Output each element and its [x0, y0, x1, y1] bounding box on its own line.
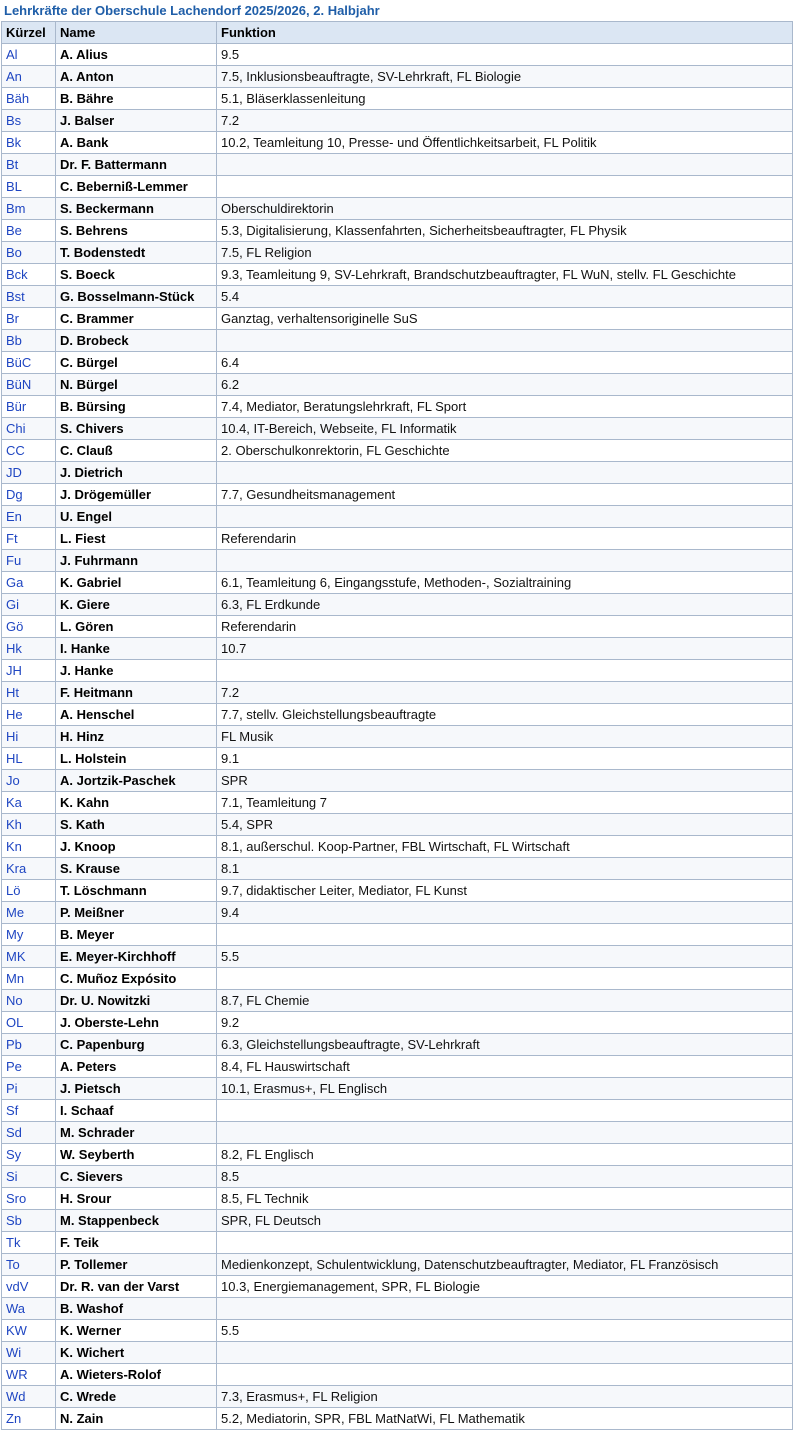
table-row [2, 1298, 793, 1320]
table-row [2, 1144, 793, 1166]
cell-name: L. Holstein [56, 748, 217, 770]
cell-funktion: 9.2 [217, 1012, 793, 1034]
cell-funktion: 7.7, stellv. Gleichstellungsbeauftragte [217, 704, 793, 726]
cell-kuerzel: No [2, 990, 56, 1012]
table-row [2, 594, 793, 616]
table-row [2, 1078, 793, 1100]
cell-name: L. Gören [56, 616, 217, 638]
page-title: Lehrkräfte der Oberschule Lachendorf 2025/2026, 2. Halbjahr [4, 3, 380, 18]
cell-funktion [217, 176, 793, 198]
cell-funktion: 7.7, Gesundheitsmanagement [217, 484, 793, 506]
table-row [2, 1254, 793, 1276]
cell-name: G. Bosselmann-Stück [56, 286, 217, 308]
cell-funktion: 9.7, didaktischer Leiter, Mediator, FL Kunst [217, 880, 793, 902]
table-row [2, 1034, 793, 1056]
cell-name: S. Behrens [56, 220, 217, 242]
cell-funktion [217, 1122, 793, 1144]
cell-funktion: 9.4 [217, 902, 793, 924]
cell-funktion: 8.2, FL Englisch [217, 1144, 793, 1166]
teacher-table [1, 21, 793, 1430]
cell-funktion: SPR [217, 770, 793, 792]
cell-name: K. Wichert [56, 1342, 217, 1364]
table-row [2, 990, 793, 1012]
table-row [2, 858, 793, 880]
cell-name: S. Chivers [56, 418, 217, 440]
cell-kuerzel: Sy [2, 1144, 56, 1166]
cell-kuerzel: Ka [2, 792, 56, 814]
cell-name: E. Meyer-Kirchhoff [56, 946, 217, 968]
cell-kuerzel: To [2, 1254, 56, 1276]
cell-name: F. Heitmann [56, 682, 217, 704]
cell-kuerzel: Kra [2, 858, 56, 880]
cell-kuerzel: Bo [2, 242, 56, 264]
cell-name: P. Meißner [56, 902, 217, 924]
cell-funktion: 10.1, Erasmus+, FL Englisch [217, 1078, 793, 1100]
cell-kuerzel: Sro [2, 1188, 56, 1210]
table-row [2, 638, 793, 660]
cell-funktion: 10.2, Teamleitung 10, Presse- und Öffentlichkeitsarbeit, FL Politik [217, 132, 793, 154]
cell-name: Dr. R. van der Varst [56, 1276, 217, 1298]
cell-funktion: 7.4, Mediator, Beratungslehrkraft, FL Sport [217, 396, 793, 418]
cell-name: L. Fiest [56, 528, 217, 550]
cell-funktion: 9.5 [217, 44, 793, 66]
table-row [2, 110, 793, 132]
cell-kuerzel: Hk [2, 638, 56, 660]
cell-funktion: 5.5 [217, 1320, 793, 1342]
table-row [2, 902, 793, 924]
cell-name: U. Engel [56, 506, 217, 528]
cell-kuerzel: HL [2, 748, 56, 770]
cell-funktion: 6.4 [217, 352, 793, 374]
table-row [2, 1056, 793, 1078]
cell-kuerzel: Bb [2, 330, 56, 352]
table-row [2, 286, 793, 308]
cell-funktion: 6.3, FL Erdkunde [217, 594, 793, 616]
cell-funktion [217, 660, 793, 682]
cell-funktion: 6.2 [217, 374, 793, 396]
cell-funktion [217, 968, 793, 990]
cell-name: A. Wieters-Rolof [56, 1364, 217, 1386]
cell-funktion: SPR, FL Deutsch [217, 1210, 793, 1232]
cell-name: B. Washof [56, 1298, 217, 1320]
cell-kuerzel: BüN [2, 374, 56, 396]
cell-name: K. Kahn [56, 792, 217, 814]
cell-name: H. Hinz [56, 726, 217, 748]
cell-funktion: Referendarin [217, 616, 793, 638]
cell-kuerzel: Ft [2, 528, 56, 550]
cell-funktion [217, 154, 793, 176]
cell-name: C. Brammer [56, 308, 217, 330]
cell-name: C. Beberniß-Lemmer [56, 176, 217, 198]
cell-kuerzel: Pb [2, 1034, 56, 1056]
table-row [2, 814, 793, 836]
cell-funktion: Medienkonzept, Schulentwicklung, Datenschutzbeauftragter, Mediator, FL Französisch [217, 1254, 793, 1276]
cell-funktion: 6.1, Teamleitung 6, Eingangsstufe, Methoden-, Sozialtraining [217, 572, 793, 594]
cell-funktion: 5.4, SPR [217, 814, 793, 836]
cell-funktion: 10.7 [217, 638, 793, 660]
cell-kuerzel: CC [2, 440, 56, 462]
cell-kuerzel: Wd [2, 1386, 56, 1408]
cell-kuerzel: Ht [2, 682, 56, 704]
cell-name: Dr. F. Battermann [56, 154, 217, 176]
table-row [2, 836, 793, 858]
table-row [2, 88, 793, 110]
table-row [2, 1232, 793, 1254]
cell-funktion: 7.3, Erasmus+, FL Religion [217, 1386, 793, 1408]
cell-kuerzel: Lö [2, 880, 56, 902]
cell-funktion: 6.3, Gleichstellungsbeauftragte, SV-Lehrkraft [217, 1034, 793, 1056]
table-row [2, 550, 793, 572]
cell-name: S. Boeck [56, 264, 217, 286]
table-row [2, 1100, 793, 1122]
table-row [2, 1166, 793, 1188]
cell-funktion: 5.3, Digitalisierung, Klassenfahrten, Sicherheitsbeauftragter, FL Physik [217, 220, 793, 242]
cell-kuerzel: Si [2, 1166, 56, 1188]
table-row [2, 1320, 793, 1342]
table-row [2, 1276, 793, 1298]
table-row [2, 924, 793, 946]
table-row [2, 880, 793, 902]
table-row [2, 352, 793, 374]
cell-kuerzel: Be [2, 220, 56, 242]
table-body [2, 44, 793, 1430]
table-row [2, 660, 793, 682]
table-row [2, 506, 793, 528]
cell-kuerzel: An [2, 66, 56, 88]
cell-name: K. Gabriel [56, 572, 217, 594]
table-row [2, 440, 793, 462]
cell-name: J. Balser [56, 110, 217, 132]
cell-funktion: Ganztag, verhaltensoriginelle SuS [217, 308, 793, 330]
cell-name: P. Tollemer [56, 1254, 217, 1276]
cell-kuerzel: Hi [2, 726, 56, 748]
table-row [2, 1364, 793, 1386]
cell-kuerzel: Bs [2, 110, 56, 132]
cell-funktion: 8.5 [217, 1166, 793, 1188]
cell-funktion [217, 924, 793, 946]
cell-kuerzel: Al [2, 44, 56, 66]
cell-name: C. Muñoz Expósito [56, 968, 217, 990]
cell-name: N. Bürgel [56, 374, 217, 396]
cell-name: B. Bähre [56, 88, 217, 110]
cell-name: J. Knoop [56, 836, 217, 858]
cell-name: J. Oberste-Lehn [56, 1012, 217, 1034]
cell-name: S. Beckermann [56, 198, 217, 220]
cell-name: C. Sievers [56, 1166, 217, 1188]
table-row [2, 968, 793, 990]
table-row [2, 330, 793, 352]
cell-name: T. Löschmann [56, 880, 217, 902]
table-row [2, 704, 793, 726]
cell-funktion: 5.1, Bläserklassenleitung [217, 88, 793, 110]
cell-kuerzel: Jo [2, 770, 56, 792]
cell-kuerzel: En [2, 506, 56, 528]
cell-kuerzel: Bür [2, 396, 56, 418]
cell-kuerzel: My [2, 924, 56, 946]
cell-funktion: 9.3, Teamleitung 9, SV-Lehrkraft, Brandschutzbeauftragter, FL WuN, stellv. FL Geschichte [217, 264, 793, 286]
cell-funktion: 2. Oberschulkonrektorin, FL Geschichte [217, 440, 793, 462]
cell-name: A. Alius [56, 44, 217, 66]
table-row [2, 572, 793, 594]
table-row [2, 792, 793, 814]
table-row [2, 748, 793, 770]
cell-kuerzel: OL [2, 1012, 56, 1034]
table-row [2, 462, 793, 484]
cell-kuerzel: JH [2, 660, 56, 682]
column-header-name: Name [56, 22, 217, 44]
cell-kuerzel: Ga [2, 572, 56, 594]
cell-name: I. Hanke [56, 638, 217, 660]
cell-name: M. Stappenbeck [56, 1210, 217, 1232]
table-row [2, 154, 793, 176]
cell-kuerzel: Sf [2, 1100, 56, 1122]
cell-name: C. Wrede [56, 1386, 217, 1408]
cell-funktion: 5.4 [217, 286, 793, 308]
cell-name: J. Pietsch [56, 1078, 217, 1100]
cell-kuerzel: Sb [2, 1210, 56, 1232]
cell-funktion: 8.5, FL Technik [217, 1188, 793, 1210]
cell-kuerzel: Bck [2, 264, 56, 286]
cell-funktion: 7.1, Teamleitung 7 [217, 792, 793, 814]
cell-kuerzel: Wi [2, 1342, 56, 1364]
cell-kuerzel: Mn [2, 968, 56, 990]
cell-name: D. Brobeck [56, 330, 217, 352]
table-header [2, 22, 793, 44]
cell-funktion: 9.1 [217, 748, 793, 770]
table-row [2, 1188, 793, 1210]
cell-name: K. Giere [56, 594, 217, 616]
cell-kuerzel: Pe [2, 1056, 56, 1078]
cell-funktion [217, 1232, 793, 1254]
table-row [2, 132, 793, 154]
table-row [2, 1012, 793, 1034]
table-row [2, 396, 793, 418]
table-row [2, 66, 793, 88]
cell-funktion: 5.2, Mediatorin, SPR, FBL MatNatWi, FL Mathematik [217, 1408, 793, 1430]
cell-kuerzel: Bäh [2, 88, 56, 110]
cell-kuerzel: Wa [2, 1298, 56, 1320]
cell-name: S. Kath [56, 814, 217, 836]
cell-name: A. Bank [56, 132, 217, 154]
table-row [2, 1210, 793, 1232]
table-row [2, 726, 793, 748]
table-row [2, 418, 793, 440]
cell-kuerzel: Pi [2, 1078, 56, 1100]
cell-name: A. Anton [56, 66, 217, 88]
table-row [2, 264, 793, 286]
cell-name: B. Meyer [56, 924, 217, 946]
cell-name: J. Hanke [56, 660, 217, 682]
cell-kuerzel: Me [2, 902, 56, 924]
cell-name: A. Peters [56, 1056, 217, 1078]
table-row [2, 484, 793, 506]
cell-funktion [217, 506, 793, 528]
cell-kuerzel: MK [2, 946, 56, 968]
cell-name: J. Fuhrmann [56, 550, 217, 572]
cell-funktion [217, 550, 793, 572]
cell-funktion [217, 330, 793, 352]
cell-kuerzel: Bst [2, 286, 56, 308]
cell-kuerzel: BL [2, 176, 56, 198]
cell-funktion: 8.1 [217, 858, 793, 880]
cell-funktion: 5.5 [217, 946, 793, 968]
cell-kuerzel: Br [2, 308, 56, 330]
cell-funktion: 8.1, außerschul. Koop-Partner, FBL Wirtschaft, FL Wirtschaft [217, 836, 793, 858]
table-row [2, 44, 793, 66]
table-row [2, 682, 793, 704]
cell-kuerzel: Bm [2, 198, 56, 220]
cell-name: J. Drögemüller [56, 484, 217, 506]
cell-kuerzel: Zn [2, 1408, 56, 1430]
table-row [2, 770, 793, 792]
table-row [2, 1342, 793, 1364]
cell-funktion [217, 462, 793, 484]
cell-kuerzel: JD [2, 462, 56, 484]
cell-kuerzel: He [2, 704, 56, 726]
cell-kuerzel: Bk [2, 132, 56, 154]
cell-funktion: 10.4, IT-Bereich, Webseite, FL Informatik [217, 418, 793, 440]
cell-name: J. Dietrich [56, 462, 217, 484]
cell-name: H. Srour [56, 1188, 217, 1210]
cell-kuerzel: Sd [2, 1122, 56, 1144]
column-header-funktion: Funktion [217, 22, 793, 44]
table-row [2, 1408, 793, 1430]
table-row [2, 616, 793, 638]
table-row [2, 528, 793, 550]
cell-funktion: 8.7, FL Chemie [217, 990, 793, 1012]
cell-name: K. Werner [56, 1320, 217, 1342]
cell-name: Dr. U. Nowitzki [56, 990, 217, 1012]
cell-name: C. Papenburg [56, 1034, 217, 1056]
table-header-row [2, 22, 793, 44]
cell-kuerzel: vdV [2, 1276, 56, 1298]
cell-funktion: 8.4, FL Hauswirtschaft [217, 1056, 793, 1078]
cell-kuerzel: WR [2, 1364, 56, 1386]
cell-funktion: 7.2 [217, 110, 793, 132]
cell-name: A. Jortzik-Paschek [56, 770, 217, 792]
table-row [2, 242, 793, 264]
cell-funktion: 7.5, FL Religion [217, 242, 793, 264]
cell-name: S. Krause [56, 858, 217, 880]
table-row [2, 176, 793, 198]
cell-kuerzel: Kn [2, 836, 56, 858]
cell-name: C. Bürgel [56, 352, 217, 374]
cell-name: A. Henschel [56, 704, 217, 726]
cell-funktion: Referendarin [217, 528, 793, 550]
cell-kuerzel: Gö [2, 616, 56, 638]
cell-name: T. Bodenstedt [56, 242, 217, 264]
cell-kuerzel: Dg [2, 484, 56, 506]
cell-name: C. Clauß [56, 440, 217, 462]
cell-name: I. Schaaf [56, 1100, 217, 1122]
cell-funktion [217, 1342, 793, 1364]
cell-funktion [217, 1298, 793, 1320]
table-row [2, 198, 793, 220]
cell-kuerzel: BüC [2, 352, 56, 374]
cell-funktion: 7.5, Inklusionsbeauftragte, SV-Lehrkraft, FL Biologie [217, 66, 793, 88]
table-row [2, 946, 793, 968]
cell-name: B. Bürsing [56, 396, 217, 418]
column-header-kuerzel: Kürzel [2, 22, 56, 44]
table-row [2, 308, 793, 330]
cell-kuerzel: Gi [2, 594, 56, 616]
cell-kuerzel: KW [2, 1320, 56, 1342]
cell-funktion: 10.3, Energiemanagement, SPR, FL Biologie [217, 1276, 793, 1298]
cell-kuerzel: Fu [2, 550, 56, 572]
cell-funktion: 7.2 [217, 682, 793, 704]
cell-name: W. Seyberth [56, 1144, 217, 1166]
table-row [2, 220, 793, 242]
cell-kuerzel: Bt [2, 154, 56, 176]
cell-name: M. Schrader [56, 1122, 217, 1144]
cell-funktion: FL Musik [217, 726, 793, 748]
cell-name: F. Teik [56, 1232, 217, 1254]
table-row [2, 1122, 793, 1144]
cell-kuerzel: Tk [2, 1232, 56, 1254]
table-row [2, 374, 793, 396]
cell-kuerzel: Kh [2, 814, 56, 836]
table-row [2, 1386, 793, 1408]
cell-funktion: Oberschuldirektorin [217, 198, 793, 220]
cell-name: N. Zain [56, 1408, 217, 1430]
cell-funktion [217, 1364, 793, 1386]
cell-funktion [217, 1100, 793, 1122]
cell-kuerzel: Chi [2, 418, 56, 440]
